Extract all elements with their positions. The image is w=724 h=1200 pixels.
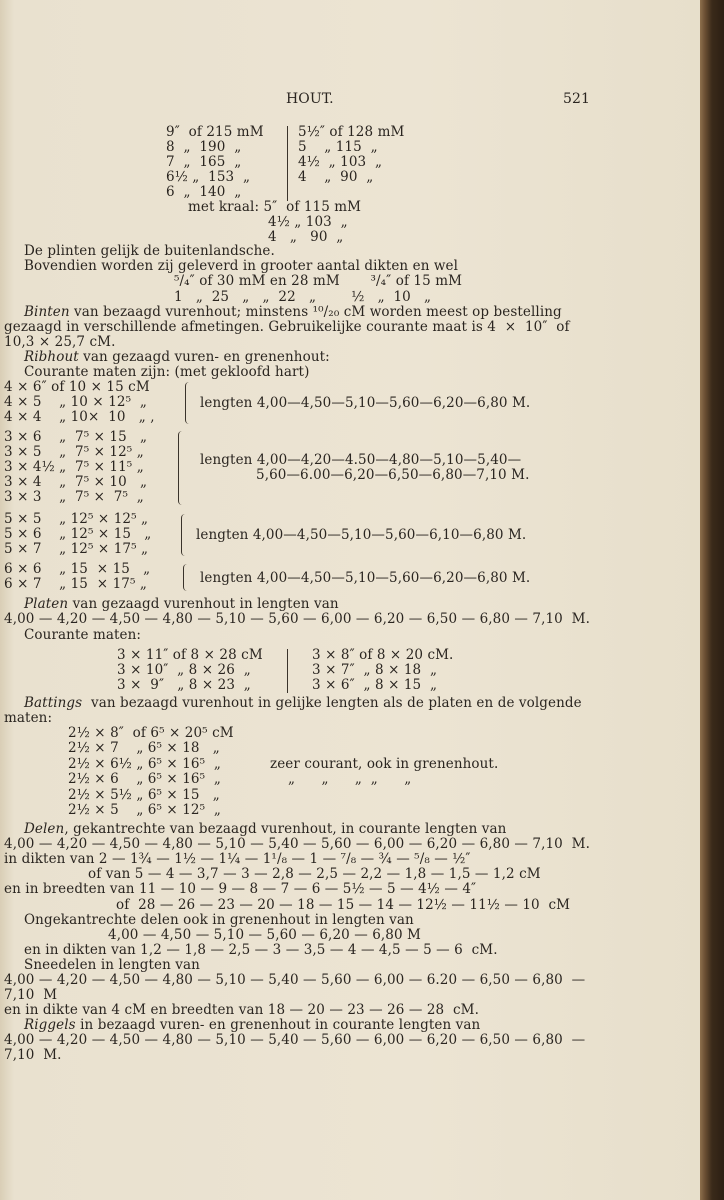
ribhout-row: 3 × 6 „ 7⁵ × 15 „ — [4, 429, 148, 445]
binten-text: van bezaagd vurenhout; minstens ¹⁰/₂₀ cM worden meest op bestelling — [69, 304, 562, 320]
delen-line: en in dikte van 4 cM en breedten van 18 — 20 — 23 — 26 — 28 cM. — [4, 1002, 479, 1018]
plinten-kraal-row: met kraal: 5″ of 115 mM — [188, 199, 362, 215]
ribhout-row: 3 × 4½ „ 7⁵ × 11⁵ „ — [4, 459, 144, 475]
ribhout-row: 5 × 5 „ 12⁵ × 12⁵ „ — [4, 511, 149, 527]
plinten-left-row: 6½ „ 153 „ — [166, 169, 251, 185]
platen-right-row: 3 × 8″ of 8 × 20 cM. — [312, 647, 454, 663]
battings-text: van bezaagd vurenhout in gelijke lengten als de platen en de volgende — [82, 695, 582, 711]
lengths-text: lengten 4,00—4,20—4.50—4,80—5,10—5,40— — [200, 452, 522, 468]
plinten-right-row: 5 „ 115 „ — [298, 139, 378, 155]
platen-left-row: 3 × 11″ of 8 × 28 cM — [117, 647, 263, 663]
delen-line: Sneedelen in lengten van — [24, 957, 200, 973]
battings-row: 2½ × 8″ of 6⁵ × 20⁵ cM — [68, 725, 234, 741]
ribhout-text: van gezaagd vuren- en grenenhout: — [78, 349, 330, 365]
dikten-row: 1 „ 25 „ „ 22 „ ½ „ 10 „ — [174, 289, 432, 305]
delen-line: of 28 — 26 — 23 — 20 — 18 — 15 — 14 — 12½ — 11½ — 10 cM — [116, 897, 571, 913]
delen-text: , gekantrechte van bezaagd vurenhout, in courante lengten van — [64, 821, 507, 837]
paragraph-line: gezaagd in verschillende afmetingen. Gebruikelijke courante maat is 4 × 10″ of — [4, 319, 570, 335]
delen-line: en in dikten van 1,2 — 1,8 — 2,5 — 3 — 3,5 — 4 — 4,5 — 5 — 6 cM. — [24, 942, 498, 958]
battings-row: 2½ × 6½ „ 6⁵ × 16⁵ „ — [68, 756, 221, 772]
platen-right-row: 3 × 7″ „ 8 × 18 „ — [312, 662, 438, 678]
delen-line: en in breedten van 11 — 10 — 9 — 8 — 7 — 6 — 5½ — 5 — 4½ — 4″ — [4, 881, 477, 897]
plinten-left-row: 9″ of 215 mM — [166, 124, 264, 140]
riggels-label: Riggels — [24, 1017, 76, 1033]
dikten-row: ⁵/₄″ of 30 mM en 28 mM ³/₄″ of 15 mM — [174, 273, 463, 289]
page-number: 521 — [563, 91, 591, 107]
ribhout-row: 4 × 4 „ 10× 10 „ , — [4, 409, 155, 425]
binten-paragraph — [24, 305, 562, 320]
ribhout-row: 3 × 3 „ 7⁵ × 7⁵ „ — [4, 489, 144, 505]
paragraph-line: Courante maten zijn: (met gekloofd hart) — [24, 364, 310, 380]
platen-courante: Courante maten: — [24, 627, 142, 643]
delen-line: in dikten van 2 — 1¾ — 1½ — 1¼ — 1¹/₈ — 1 — ⁷/₈ — ¾ — ⁵/₈ — ½″ — [4, 851, 471, 867]
platen-paragraph — [24, 597, 339, 612]
riggels-text: in bezaagd vuren- en grenenhout in courante lengten van — [75, 1017, 481, 1033]
platen-text: van gezaagd vurenhout in lengten van — [68, 596, 339, 612]
platen-label: Platen — [24, 596, 69, 612]
battings-note: zeer courant, ook in grenenhout. — [270, 756, 499, 772]
brace — [185, 382, 190, 424]
paragraph-line: maten: — [4, 710, 53, 726]
lengths-text: lengten 4,00—4,50—5,10—5,60—6,20—6,80 M. — [200, 395, 531, 411]
delen-line: Ongekantrechte delen ook in grenenhout in lengten van — [24, 912, 414, 928]
plinten-kraal-row: 4½ „ 103 „ — [268, 214, 348, 230]
plinten-right-row: 4½ „ 103 „ — [298, 154, 383, 170]
ribhout-row: 4 × 5 „ 10 × 12⁵ „ — [4, 394, 147, 410]
plinten-left-row: 6 „ 140 „ — [166, 184, 242, 200]
plinten-left-row: 8 „ 190 „ — [166, 139, 242, 155]
riggels-line: 7,10 M. — [4, 1047, 62, 1063]
platen-left-row: 3 × 10″ „ 8 × 26 „ — [117, 662, 251, 678]
ribhout-row: 4 × 6″ of 10 × 15 cM — [4, 379, 150, 395]
column-divider — [287, 126, 288, 201]
ditto-marks: „ „ „ „ „ — [288, 771, 412, 787]
delen-line: of van 5 — 4 — 3,7 — 3 — 2,8 — 2,5 — 2,2 — 1,8 — 1,5 — 1,2 cM — [88, 866, 541, 882]
paragraph-line: De plinten gelijk de buitenlandsche. — [24, 243, 275, 259]
battings-row: 2½ × 7 „ 6⁵ × 18 „ — [68, 740, 220, 756]
brace — [183, 564, 188, 591]
platen-right-row: 3 × 6″ „ 8 × 15 „ — [312, 677, 438, 693]
battings-row: 2½ × 5½ „ 6⁵ × 15 „ — [68, 787, 220, 803]
lengths-text: 5,60—6.00—6,20—6,50—6,80—7,10 M. — [256, 467, 530, 483]
book-spine-edge — [700, 0, 724, 1200]
delen-label: Delen — [24, 821, 65, 837]
plinten-right-row: 5½″ of 128 mM — [298, 124, 405, 140]
ribhout-row: 5 × 6 „ 12⁵ × 15 „ — [4, 526, 152, 542]
platen-lengths: 4,00 — 4,20 — 4,50 — 4,80 — 5,10 — 5,60 — 6,00 — 6,20 — 6,50 — 6,80 — 7,10 M. — [4, 611, 590, 627]
paragraph-line: Bovendien worden zij geleverd in grooter aantal dikten en wel — [24, 258, 459, 274]
delen-paragraph — [24, 822, 506, 837]
lengths-text: lengten 4,00—4,50—5,10—5,60—6,20—6,80 M. — [200, 570, 531, 586]
brace — [181, 514, 186, 556]
ribhout-paragraph — [24, 350, 330, 365]
binten-label: Binten — [24, 304, 70, 320]
delen-line: 4,00 — 4,50 — 5,10 — 5,60 — 6,20 — 6,80 M — [108, 927, 421, 943]
ribhout-label: Ribhout — [24, 349, 79, 365]
battings-label: Battings — [24, 695, 83, 711]
delen-line: 4,00 — 4,20 — 4,50 — 4,80 — 5,10 — 5,40 — 5,60 — 6,00 — 6.20 — 6,50 — 6,80 — — [4, 972, 586, 988]
running-title: HOUT. — [286, 91, 334, 107]
paragraph-line: 10,3 × 25,7 cM. — [4, 334, 116, 350]
ribhout-row: 6 × 7 „ 15 × 17⁵ „ — [4, 576, 147, 592]
battings-row: 2½ × 6 „ 6⁵ × 16⁵ „ — [68, 771, 221, 787]
delen-line: 7,10 M — [4, 987, 58, 1003]
riggels-paragraph — [24, 1018, 480, 1033]
ribhout-row: 3 × 5 „ 7⁵ × 12⁵ „ — [4, 444, 144, 460]
plinten-right-row: 4 „ 90 „ — [298, 169, 374, 185]
delen-line: 4,00 — 4,20 — 4,50 — 4,80 — 5,10 — 5,40 — 5,60 — 6,00 — 6,20 — 6,80 — 7,10 M. — [4, 836, 590, 852]
ribhout-row: 5 × 7 „ 12⁵ × 17⁵ „ — [4, 541, 149, 557]
plinten-kraal-row: 4 „ 90 „ — [268, 229, 344, 245]
battings-paragraph — [24, 696, 582, 711]
column-divider — [287, 649, 288, 693]
lengths-text: lengten 4,00—4,50—5,10—5,60—6,10—6,80 M. — [196, 527, 527, 543]
riggels-line: 4,00 — 4,20 — 4,50 — 4,80 — 5,10 — 5,40 — 5,60 — 6,00 — 6,20 — 6,50 — 6,80 — — [4, 1032, 586, 1048]
battings-row: 2½ × 5 „ 6⁵ × 12⁵ „ — [68, 802, 221, 818]
plinten-left-row: 7 „ 165 „ — [166, 154, 242, 170]
platen-left-row: 3 × 9″ „ 8 × 23 „ — [117, 677, 251, 693]
brace — [178, 431, 183, 505]
ribhout-row: 3 × 4 „ 7⁵ × 10 „ — [4, 474, 148, 490]
ribhout-row: 6 × 6 „ 15 × 15 „ — [4, 561, 151, 577]
